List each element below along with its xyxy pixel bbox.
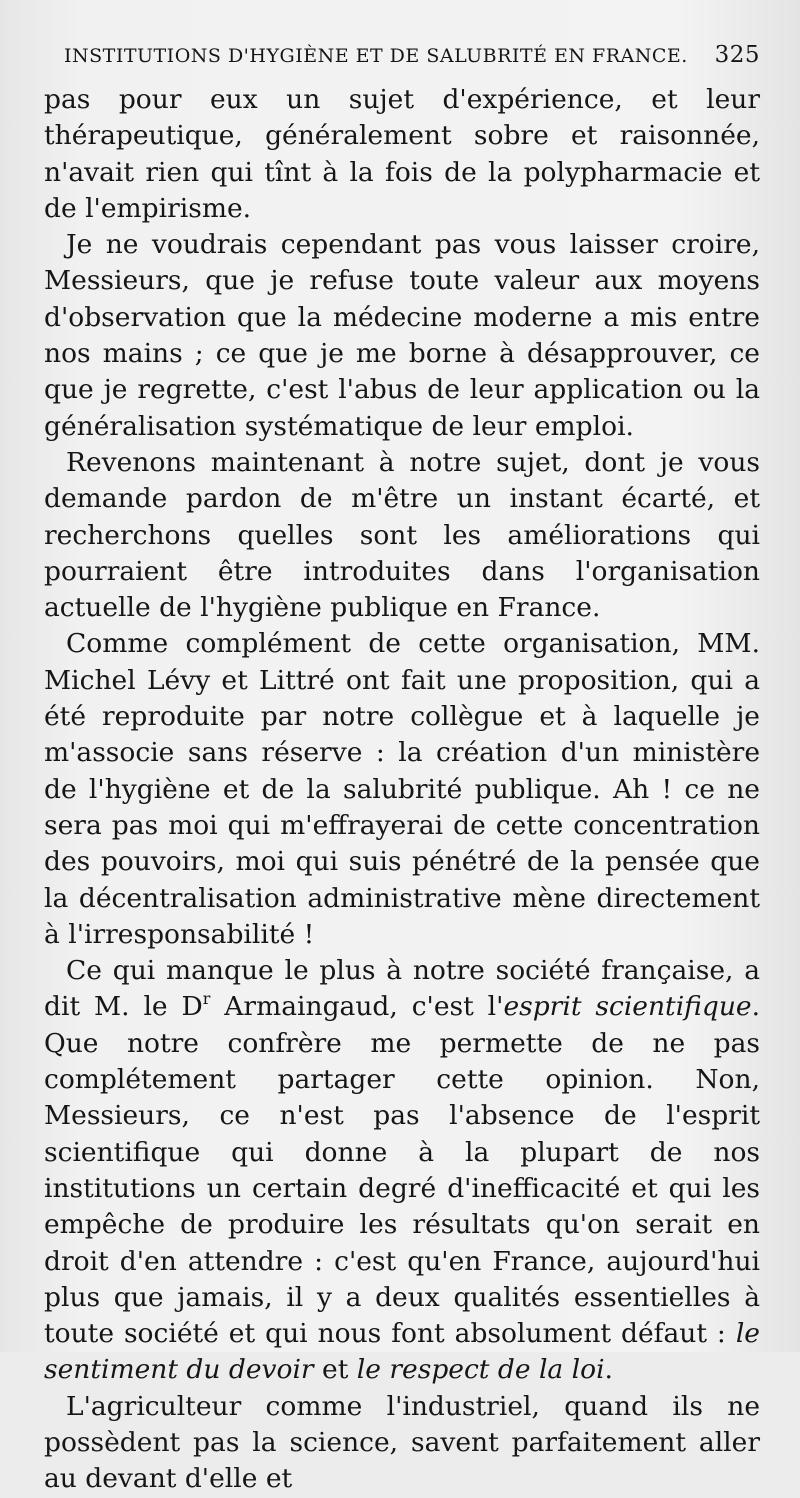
italic-phrase: le sentiment du devoir: [44, 1318, 760, 1386]
text-run: Ce qui manque le plus à notre société française, a dit M. le D: [44, 955, 760, 1023]
running-head: [64, 42, 760, 70]
superscript: r: [202, 989, 211, 1009]
text-run: . Que notre confrère me permette de ne pas complétement partager cette opinion. Non, Messieurs, ce n'est pas l'absence de l'esprit scientifique qui donne à la plupart de nos institutions un certain degré d'inefficacité et qui les empêche de produire les résultats qu'on serait en droit d'en attendre : c'est qu'en France, aujourd'hui plus que jamais, il y a deux qualités essentielles à toute société et qui nous font absolument défaut :: [44, 991, 760, 1350]
running-title: INSTITUTIONS D'HYGIÈNE ET DE SALUBRITÉ EN FRANCE.: [64, 45, 688, 67]
paragraph: Comme complément de cette organisation, MM. Michel Lévy et Littré ont fait une proposition, qui a été reproduite par notre collègue et à laquelle je m'associe sans réserve : la création d'un ministère de l'hygiène et de la salubrité publique. Ah ! ce ne sera pas moi qui m'effrayerai de cette concentration des pouvoirs, moi qui suis pénétré de la pensée que la décentralisation administrative mène directement à l'irresponsabilité !: [44, 628, 760, 950]
page-number: 325: [714, 42, 760, 68]
paragraph: Revenons maintenant à notre sujet, dont je vous demande pardon de m'être un instant écarté, et recherchons quelles sont les améliorations qui pourraient être introduites dans l'organisation actuelle de l'hygiène publique en France.: [44, 446, 760, 624]
body-text: [44, 82, 760, 1498]
italic-phrase: le respect de la loi: [356, 1354, 605, 1386]
paragraph: Je ne voudrais cependant pas vous laisser croire, Messieurs, que je refuse toute valeur aux moyens d'observation que la médecine moderne a mis entre nos mains ; ce que je me borne à désapprouver, ce que je regrette, c'est l'abus de leur application ou la généralisation systématique de leur emploi.: [44, 229, 760, 442]
text-run: Armaingaud, c'est l': [210, 991, 504, 1023]
paragraph-continued: pas pour eux un sujet d'expérience, et leur thérapeutique, généralement sobre et raisonnée, n'avait rien qui tînt à la fois de la polypharmacie et de l'empirisme.: [44, 84, 760, 224]
text-run: .: [604, 1354, 613, 1386]
text-run: et: [313, 1354, 357, 1386]
paragraph: [44, 953, 760, 1389]
paragraph: L'agriculteur comme l'industriel, quand ils ne possèdent pas la science, savent parfaitement aller au devant d'elle et: [44, 1390, 760, 1495]
italic-phrase: esprit scientifique: [503, 991, 752, 1023]
